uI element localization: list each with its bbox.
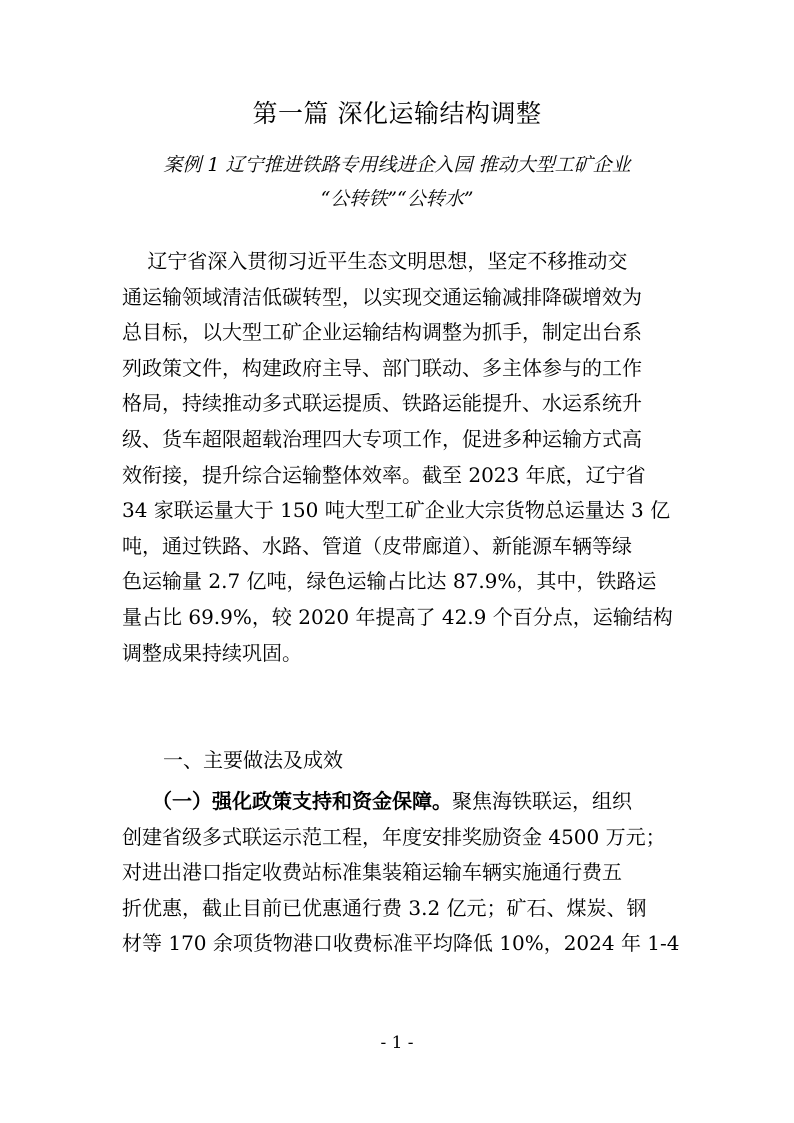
- paragraph-line: 列政策文件，构建政府主导、部门联动、多主体参与的工作: [122, 355, 642, 380]
- paragraph-line: 总目标，以大型工矿企业运输结构调整为抓手，制定出台系: [122, 320, 642, 345]
- case-title-line-1: 案例 1 辽宁推进铁路专用线进企入园 推动大型工矿企业: [163, 154, 631, 176]
- paragraph-line: 效衔接，提升综合运输整体效率。截至 2023 年底，辽宁省: [122, 462, 646, 487]
- paragraph-line: 折优惠，截止目前已优惠通行费 3.2 亿元；矿石、煤炭、钢: [122, 895, 647, 920]
- paragraph-line: 量占比 69.9%，较 2020 年提高了 42.9 个百分点，运输结构: [122, 604, 673, 629]
- paragraph-line: 对进出港口指定收费站标准集装箱运输车辆实施通行费五: [122, 860, 622, 885]
- paragraph-line: 34 家联运量大于 150 吨大型工矿企业大宗货物总运量达 3 亿: [122, 498, 671, 523]
- paragraph-lead-text: 聚焦海铁联运，组织: [452, 789, 632, 813]
- paragraph-line: 通运输领域清洁低碳转型，以实现交通运输减排降碳增效为: [122, 284, 642, 309]
- paragraph-first-line: [122, 784, 674, 820]
- paragraph-line: 辽宁省深入贯彻习近平生态文明思想，坚定不移推动交: [122, 249, 628, 273]
- page-number: - 1 -: [380, 1033, 414, 1053]
- paragraph-line: 级、货车超限超载治理四大专项工作，促进多种运输方式高: [122, 426, 642, 451]
- paragraph-line: 色运输量 2.7 亿吨，绿色运输占比达 87.9%，其中，铁路运: [122, 569, 657, 594]
- section-heading: 一、主要做法及成效: [163, 748, 343, 772]
- paragraph-line: 调整成果持续巩固。: [122, 640, 302, 665]
- case-title-line-2: “公转铁”“公转水”: [320, 188, 474, 210]
- paragraph-overview: [122, 244, 674, 671]
- paragraph-line: 创建省级多式联运示范工程，年度安排奖励资金 4500 万元；: [122, 824, 666, 849]
- paragraph-policy-support: [122, 784, 680, 962]
- part-title: 第一篇 深化运输结构调整: [252, 99, 542, 128]
- paragraph-line: 吨，通过铁路、水路、管道（皮带廊道）、新能源车辆等绿: [122, 533, 632, 558]
- paragraph-line: 格局，持续推动多式联运提质、铁路运能提升、水运系统升: [122, 391, 642, 416]
- case-title: [100, 148, 694, 216]
- paragraph-lead-heading: （一）强化政策支持和资金保障。: [162, 789, 452, 813]
- paragraph-line: 材等 170 余项货物港口收费标准平均降低 10%，2024 年 1-4: [122, 931, 680, 956]
